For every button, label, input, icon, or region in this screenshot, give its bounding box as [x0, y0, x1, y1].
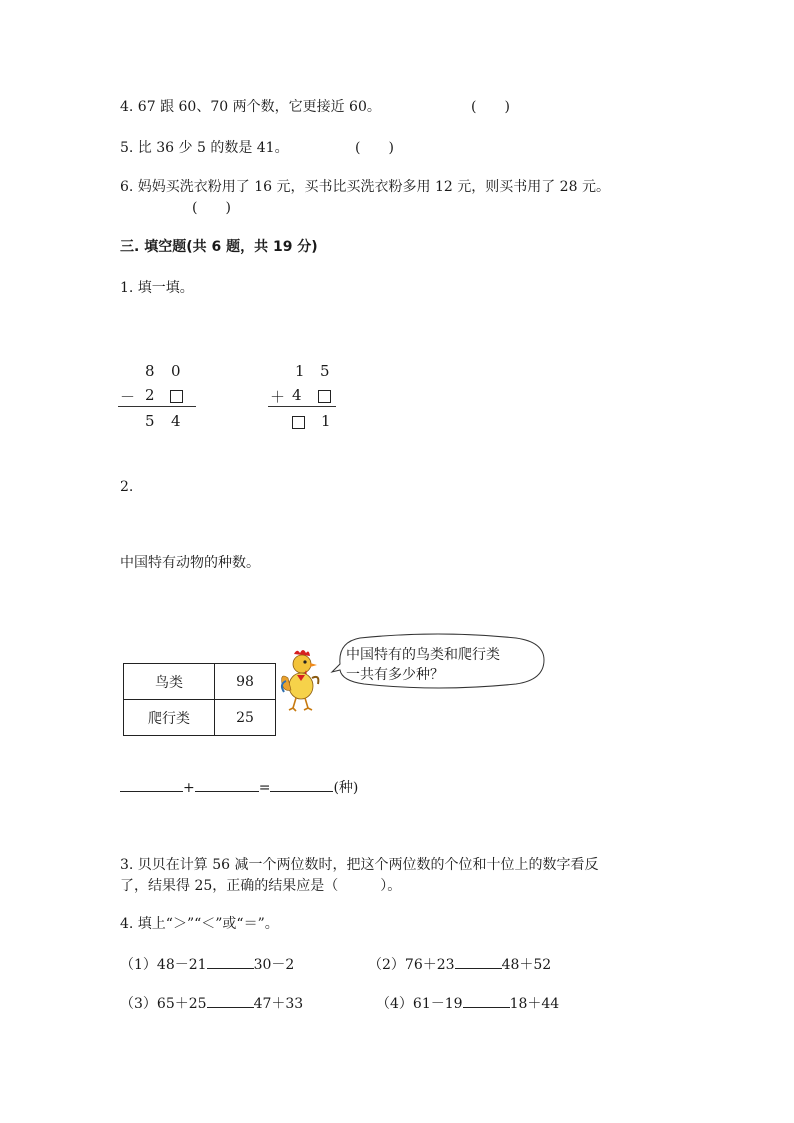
sub-mid-ones-blank[interactable]	[170, 389, 183, 407]
equals-sign: =	[258, 780, 271, 796]
sub-rule	[118, 406, 196, 407]
table-value: 25	[215, 700, 276, 736]
judge-q6-text: 6. 妈妈买洗衣粉用了 16 元，买书比买洗衣粉多用 12 元，则买书用了 28 元。	[120, 179, 610, 195]
add-rule	[268, 406, 336, 407]
bubble-line-2: 一共有多少种？	[346, 667, 444, 683]
judge-q4-answer-paren[interactable]: ( )	[471, 99, 510, 115]
answer-blank-addend-2[interactable]	[195, 791, 259, 792]
animal-species-table	[123, 663, 276, 736]
q2-equation	[120, 777, 358, 797]
add-result-ones: 1	[321, 412, 331, 430]
rooster-illustration	[280, 648, 330, 712]
table-value: 98	[215, 664, 276, 700]
section-title: 三. 填空题(共 6 题，共 19 分)	[120, 239, 318, 255]
compare-item	[120, 993, 303, 1013]
unit-label: (种)	[333, 780, 359, 796]
sub-result-tens: 5	[145, 412, 155, 430]
add-top-tens: 1	[295, 362, 305, 380]
table-row	[124, 700, 276, 736]
right-expression: 47＋33	[253, 996, 304, 1012]
sub-result-ones: 4	[171, 412, 181, 430]
compare-item	[376, 993, 559, 1013]
q3-line-1: 3. 贝贝在计算 56 减一个两位数时，把这个两位数的个位和十位上的数字看反	[120, 857, 599, 873]
sub-top-tens: 8	[145, 362, 155, 380]
add-operator: ＋	[270, 388, 286, 406]
compare-blank[interactable]	[455, 968, 502, 969]
judge-q5	[120, 137, 289, 157]
table-key: 鸟类	[124, 664, 215, 700]
item-number: （2）	[368, 957, 405, 973]
q2-label: 2.	[120, 479, 134, 495]
bubble-line-1: 中国特有的鸟类和爬行类	[346, 647, 500, 663]
compare-item	[368, 954, 551, 974]
q4-label: 4. 填上“＞”“＜”或“＝”。	[120, 916, 279, 932]
add-mid-tens: 4	[292, 386, 302, 404]
right-expression: 30－2	[253, 957, 295, 973]
judge-q6-answer-paren[interactable]: ( )	[192, 200, 231, 216]
judge-q4	[120, 96, 381, 116]
judge-q4-text: 4. 67 跟 60、70 两个数，它更接近 60。	[120, 99, 381, 115]
add-result-tens-blank[interactable]	[292, 415, 305, 433]
compare-item	[120, 954, 294, 974]
addition-calc	[268, 360, 348, 440]
compare-blank[interactable]	[207, 968, 254, 969]
judge-q6	[120, 176, 610, 196]
left-expression: 76＋23	[404, 957, 455, 973]
compare-blank[interactable]	[463, 1007, 510, 1008]
subtraction-calc	[118, 360, 198, 440]
right-expression: 48＋52	[501, 957, 552, 973]
add-top-ones: 5	[320, 362, 330, 380]
sub-mid-tens: 2	[145, 386, 155, 404]
add-mid-ones-blank[interactable]	[318, 389, 331, 407]
answer-blank-addend-1[interactable]	[120, 791, 183, 792]
judge-q5-text: 5. 比 36 少 5 的数是 41。	[120, 140, 289, 156]
judge-q5-answer-paren[interactable]: ( )	[355, 140, 394, 156]
sub-operator: －	[120, 388, 136, 406]
item-number: （1）	[120, 957, 157, 973]
item-number: （3）	[120, 996, 157, 1012]
q2-caption: 中国特有动物的种数。	[120, 555, 260, 571]
table-row	[124, 664, 276, 700]
left-expression: 61－19	[412, 996, 463, 1012]
compare-blank[interactable]	[207, 1007, 254, 1008]
sub-top-ones: 0	[171, 362, 181, 380]
item-number: （4）	[376, 996, 413, 1012]
right-expression: 18＋44	[509, 996, 560, 1012]
left-expression: 65＋25	[156, 996, 207, 1012]
left-expression: 48－21	[156, 957, 207, 973]
answer-blank-sum[interactable]	[270, 791, 333, 792]
plus-sign: +	[183, 780, 195, 796]
q3-line-2: 了，结果得 25，正确的结果应是（ ）。	[120, 878, 402, 894]
q1-label: 1. 填一填。	[120, 280, 194, 296]
table-key: 爬行类	[124, 700, 215, 736]
